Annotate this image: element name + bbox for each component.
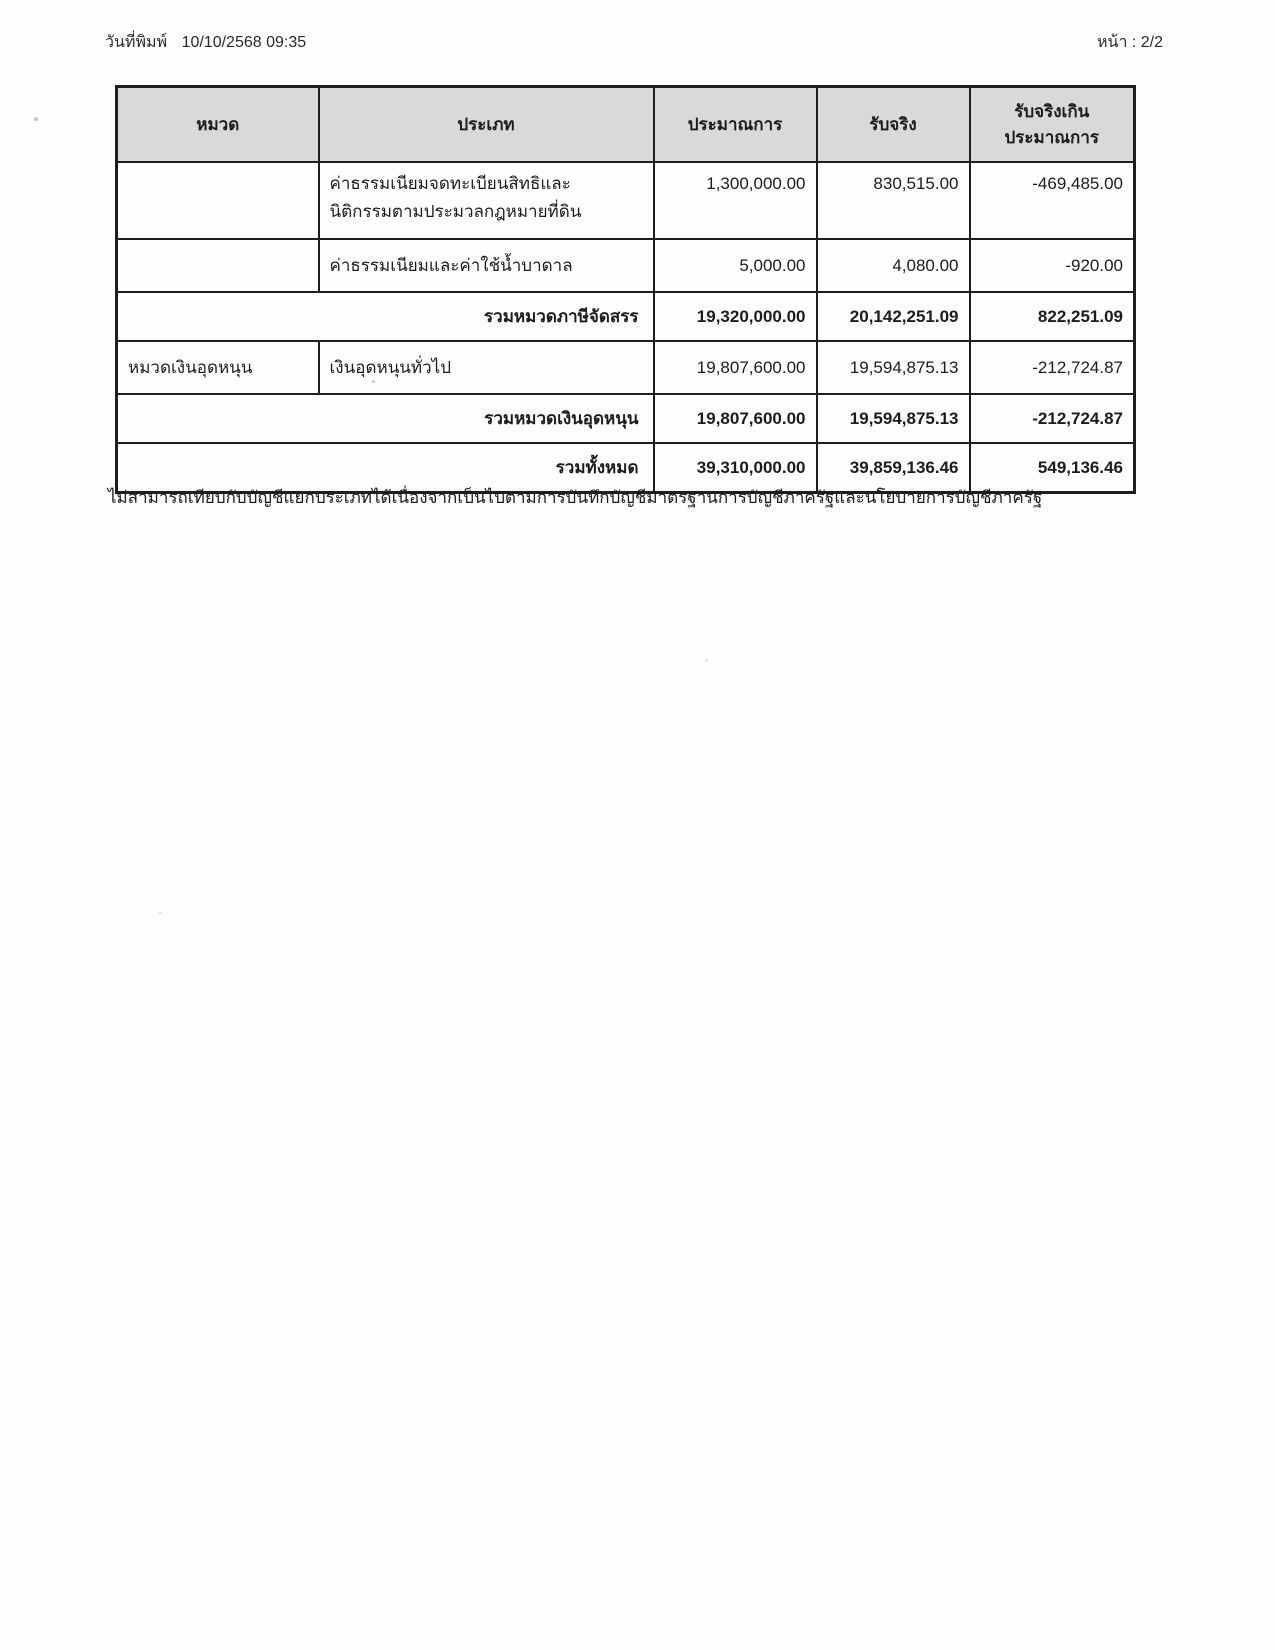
- cell-actual: 20,142,251.09: [817, 292, 970, 341]
- header-over-estimate: [970, 87, 1135, 163]
- cell-over-estimate: -212,724.87: [970, 394, 1135, 443]
- header-category: หมวด: [117, 87, 319, 163]
- cell-category: [117, 162, 319, 239]
- header-over-line2: ประมาณการ: [1004, 127, 1100, 147]
- cell-type: เงินอุดหนุนทั่วไป: [319, 341, 654, 394]
- grand-total-label: รวมทั้งหมด: [117, 443, 654, 493]
- cell-over-estimate: -920.00: [970, 239, 1135, 292]
- header-type: ประเภท: [319, 87, 654, 163]
- print-date: [105, 30, 316, 55]
- cell-actual: 19,594,875.13: [817, 394, 970, 443]
- cell-over-estimate: -212,724.87: [970, 341, 1135, 394]
- cell-category: [117, 239, 319, 292]
- table-subtotal-row: [117, 394, 1135, 443]
- budget-revenue-table: [115, 85, 1136, 494]
- cell-type: ค่าธรรมเนียมและค่าใช้น้ำบาดาล: [319, 239, 654, 292]
- subtotal-label: รวมหมวดเงินอุดหนุน: [117, 394, 654, 443]
- cell-actual: 830,515.00: [817, 162, 970, 239]
- cell-actual: 19,594,875.13: [817, 341, 970, 394]
- scan-speck: [372, 380, 375, 383]
- table-subtotal-row: [117, 292, 1135, 341]
- cell-type-line2: นิติกรรมตามประมวลกฎหมายที่ดิน: [329, 202, 582, 222]
- cell-over-estimate: 822,251.09: [970, 292, 1135, 341]
- print-date-value: 10/10/2568 09:35: [181, 34, 307, 51]
- cell-type: [319, 162, 654, 239]
- cell-estimate: 1,300,000.00: [654, 162, 817, 239]
- cell-category: หมวดเงินอุดหนุน: [117, 341, 319, 394]
- table-row: [117, 162, 1135, 239]
- subtotal-label: รวมหมวดภาษีจัดสรร: [117, 292, 654, 341]
- header-estimate: ประมาณการ: [654, 87, 817, 163]
- table-row: [117, 341, 1135, 394]
- page-number: หน้า : 2/2: [1096, 34, 1163, 51]
- print-date-label: วันที่พิมพ์: [105, 34, 168, 51]
- cell-estimate: 19,807,600.00: [654, 394, 817, 443]
- scan-speck: [34, 117, 38, 121]
- cell-over-estimate: 549,136.46: [970, 443, 1135, 493]
- header-actual: รับจริง: [817, 87, 970, 163]
- cell-over-estimate: -469,485.00: [970, 162, 1135, 239]
- cell-estimate: 5,000.00: [654, 239, 817, 292]
- cell-estimate: 39,310,000.00: [654, 443, 817, 493]
- footnote-text: ไม่สามารถเทียบกับบัญชีแยกประเภทได้เนื่องจากเป็นไปตามการบันทึกบัญชีมาตรฐานการบัญชีภาครัฐและนโยบายการบัญชีภาครัฐ: [108, 488, 1043, 507]
- cell-estimate: 19,807,600.00: [654, 341, 817, 394]
- cell-type-line1: ค่าธรรมเนียมจดทะเบียนสิทธิและ: [329, 174, 571, 193]
- scan-speck: [705, 659, 708, 662]
- scan-speck: [157, 911, 163, 916]
- page-header: [105, 30, 1163, 55]
- cell-actual: 4,080.00: [817, 239, 970, 292]
- table-header-row: [117, 87, 1135, 163]
- cell-actual: 39,859,136.46: [817, 443, 970, 493]
- table-row: [117, 239, 1135, 292]
- header-over-line1: รับจริงเกิน: [1014, 102, 1090, 121]
- cell-estimate: 19,320,000.00: [654, 292, 817, 341]
